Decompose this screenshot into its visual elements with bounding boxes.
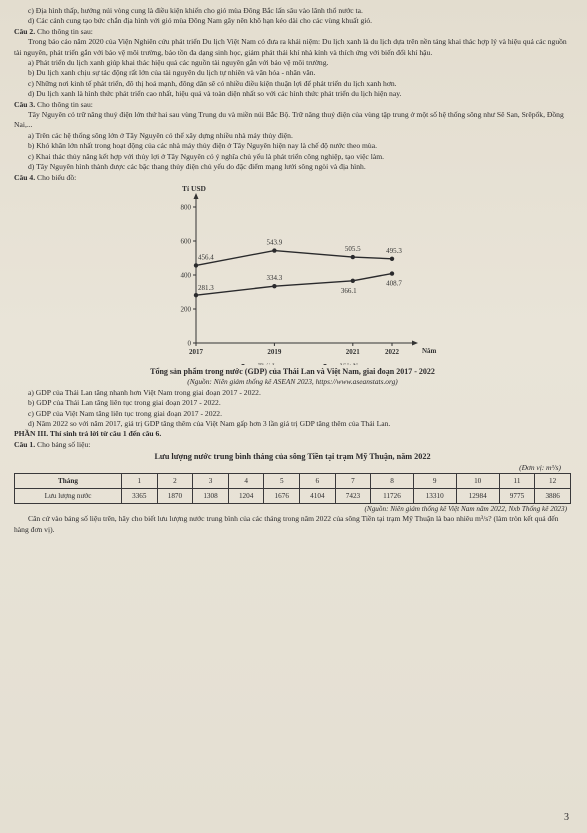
flow-cell: 3365: [122, 488, 158, 503]
x-tick-label: 2017: [189, 347, 203, 356]
row-label-month: Tháng: [15, 473, 122, 488]
data-label: 505.5: [344, 244, 361, 253]
month-cell: 10: [456, 473, 499, 488]
flow-cell: 1204: [228, 488, 264, 503]
q3-option-b: b) Khó khăn lớn nhất trong hoạt động của các nhà máy thủy điện ở Tây Nguyên hiện nay là chế độ nước theo mùa.: [28, 141, 377, 151]
month-cell: 6: [300, 473, 336, 488]
part3-heading: PHẦN III. Thí sinh trả lời từ câu 1 đến câu 6.: [14, 429, 162, 439]
data-label: 366.1: [340, 286, 357, 295]
q4-lead: Cho biểu đồ:: [37, 172, 77, 182]
chart-svg: [154, 183, 454, 365]
series-line-vietnam: [196, 273, 392, 295]
q4-header: [14, 173, 571, 183]
q1-option-c: c) Địa hình thấp, hướng núi vòng cung là điều kiện khiến cho gió mùa Đông Bắc lấn sâu vào lãnh thổ nước ta.: [28, 6, 363, 15]
flow-cell: 11726: [371, 488, 413, 503]
month-cell: 5: [264, 473, 300, 488]
y-tick-label: 800: [180, 203, 191, 212]
table-row-months: [15, 473, 571, 488]
p3-q1-header: [14, 440, 571, 450]
q2-header: [14, 27, 571, 37]
q3-label: Câu 3.: [14, 99, 36, 109]
data-point: [390, 271, 394, 275]
p3-q1-question: Căn cứ vào bảng số liệu trên, hãy cho biết lưu lượng nước trung bình của các tháng trong năm 2022 của sông Tiền tại trạm Mỹ Thuận là bao nhiêu m³/s? (làm tròn kết quả đến hàng đơn vị).: [14, 514, 559, 534]
q2-option-c: c) Những nơi kinh tế phát triển, đô thị hoá mạnh, đông dân sẽ có nhiều điều kiện thuận lợi để phát triển du lịch xanh hơn.: [28, 78, 397, 88]
data-point: [194, 293, 198, 297]
q3-option-d: d) Tây Nguyên hình thành được các bậc thang thủy điện chủ yếu do đặc điểm mạng lưới sông ngòi và địa hình.: [28, 162, 366, 172]
gdp-line-chart: [154, 183, 454, 365]
month-cell: 12: [535, 473, 571, 488]
flow-cell: 13310: [413, 488, 456, 503]
q3-option-c: c) Khai thác thủy năng kết hợp với thủy lợi ở Tây Nguyên có ý nghĩa chủ yếu là phát triển công nghiệp, tạo việc làm.: [28, 151, 385, 161]
chart-source: (Nguồn: Niên giám thống kê ASEAN 2023, https://www.aseanstats.org): [187, 377, 398, 387]
q4-option-c: c) GDP của Việt Nam tăng liên tục trong giai đoạn 2017 - 2022.: [28, 408, 222, 418]
flow-cell: 1308: [193, 488, 229, 503]
y-tick-label: 200: [180, 305, 191, 314]
month-cell: 7: [335, 473, 371, 488]
data-point: [272, 248, 276, 252]
q2-passage: Trong báo cáo năm 2020 của Viện Nghiên cứu phát triển Du lịch Việt Nam có đưa ra khái niệm: Du lịch xanh là du lịch dựa trên nền tảng khai thác hợp lý và hiệu quả các nguồn tài nguyên, phát triển gắn với bảo vệ môi trường, bảo tồn đa dạng sinh học, giảm phát thải khí nhà kính và thích ứng với biến đổi khí hậu.: [14, 37, 567, 57]
month-cell: 11: [499, 473, 535, 488]
data-label: 495.3: [386, 246, 402, 255]
p3-q1-lead: Cho bảng số liệu:: [37, 439, 91, 449]
page-number: 3: [564, 811, 569, 823]
y-axis-arrow: [194, 193, 199, 199]
q3-lead: Cho thông tin sau:: [37, 99, 93, 109]
x-tick-label: 2019: [267, 347, 282, 356]
data-label: 543.9: [266, 238, 283, 247]
flow-cell: 7423: [335, 488, 371, 503]
flow-cell: 12984: [456, 488, 499, 503]
q4-option-b: b) GDP của Thái Lan tăng liên tục trong giai đoạn 2017 - 2022.: [28, 398, 221, 408]
flow-table: [14, 473, 571, 504]
q2-option-d: d) Du lịch xanh là hình thức phát triển cao nhất, hiệu quả và toàn diện nhất so với các hình thức phát triển du lịch hiện nay.: [28, 89, 402, 99]
data-label: 281.3: [198, 284, 214, 293]
q2-option-a: a) Phát triển du lịch xanh giúp khai thác hiệu quả các nguồn tài nguyên gắn với bảo vệ môi trường.: [28, 58, 329, 68]
legend-swatch-point: [241, 364, 245, 365]
flow-cell: 1870: [157, 488, 193, 503]
y-tick-label: 400: [180, 271, 191, 280]
month-cell: 8: [371, 473, 413, 488]
data-point: [390, 257, 394, 261]
table-row-flows: [15, 488, 571, 503]
series-line-thailand: [196, 250, 392, 265]
table-source: (Nguồn: Niên giám thống kê Việt Nam năm 2022, Nxb Thống kê 2023): [364, 504, 567, 513]
data-label: 456.4: [198, 253, 214, 262]
q3-header: [14, 100, 571, 110]
y-tick-label: 0: [187, 339, 191, 348]
x-tick-label: 2021: [345, 347, 360, 356]
data-label: 334.3: [266, 274, 283, 283]
p3-q1-label: Câu 1.: [14, 439, 36, 449]
month-cell: 4: [228, 473, 264, 488]
data-point: [351, 255, 355, 259]
y-tick-label: 600: [180, 237, 191, 246]
data-point: [272, 284, 276, 288]
chart-title: Tổng sản phẩm trong nước (GDP) của Thái Lan và Việt Nam, giai đoạn 2017 - 2022: [150, 366, 435, 376]
data-point: [351, 278, 355, 282]
month-cell: 9: [413, 473, 456, 488]
data-label: 408.7: [386, 279, 402, 288]
q2-option-b: b) Du lịch xanh chịu sự tác động rất lớn của tài nguyên du lịch tự nhiên và văn hóa - nhân văn.: [28, 68, 316, 78]
q1-option-d: d) Các cánh cung tạo bức chắn địa hình với gió mùa Đông Nam gây nên khô hạn kéo dài cho các vùng khuất gió.: [28, 16, 373, 26]
x-tick-label: 2022: [385, 347, 399, 356]
y-axis-label: Tỉ USD: [182, 183, 206, 193]
legend-swatch-point: [323, 364, 327, 365]
q4-option-d: d) Năm 2022 so với năm 2017, giá trị GDP tăng thêm của Việt Nam gấp hơn 3 lần giá trị GDP tăng thêm của Thái Lan.: [28, 418, 391, 428]
x-axis-arrow: [412, 340, 418, 345]
q3-passage: Tây Nguyên có trữ năng thuỷ điện lớn thứ hai sau vùng Trung du và miền núi Bắc Bộ. Trữ năng thuỷ điện của vùng tập trung ở một số hệ thống sông như Sê San, Srêpốk, Đồng Nai,...: [14, 110, 564, 130]
x-axis-unit: Năm: [422, 346, 437, 355]
q4-label: Câu 4.: [14, 172, 36, 182]
flow-cell: 9775: [499, 488, 535, 503]
q4-option-a: a) GDP của Thái Lan tăng nhanh hơn Việt Nam trong giai đoạn 2017 - 2022.: [28, 387, 261, 397]
month-cell: 2: [157, 473, 193, 488]
month-cell: 3: [193, 473, 229, 488]
legend-label: [340, 363, 367, 365]
flow-cell: 3886: [535, 488, 571, 503]
table-title: Lưu lượng nước trung bình tháng của sông Tiền tại trạm Mỹ Thuận, năm 2022: [154, 452, 431, 462]
q2-lead: Cho thông tin sau:: [37, 26, 93, 36]
q2-label: Câu 2.: [14, 26, 36, 36]
data-point: [194, 263, 198, 267]
month-cell: 1: [122, 473, 158, 488]
table-unit: (Đơn vị: m³/s): [519, 462, 561, 472]
q3-option-a: a) Trên các hệ thống sông lớn ở Tây Nguyên có thể xây dựng nhiều nhà máy thủy điện.: [28, 130, 293, 140]
row-label-flow: Lưu lượng nước: [15, 488, 122, 503]
flow-cell: 4104: [300, 488, 336, 503]
legend-label: [258, 363, 283, 365]
flow-cell: 1676: [264, 488, 300, 503]
